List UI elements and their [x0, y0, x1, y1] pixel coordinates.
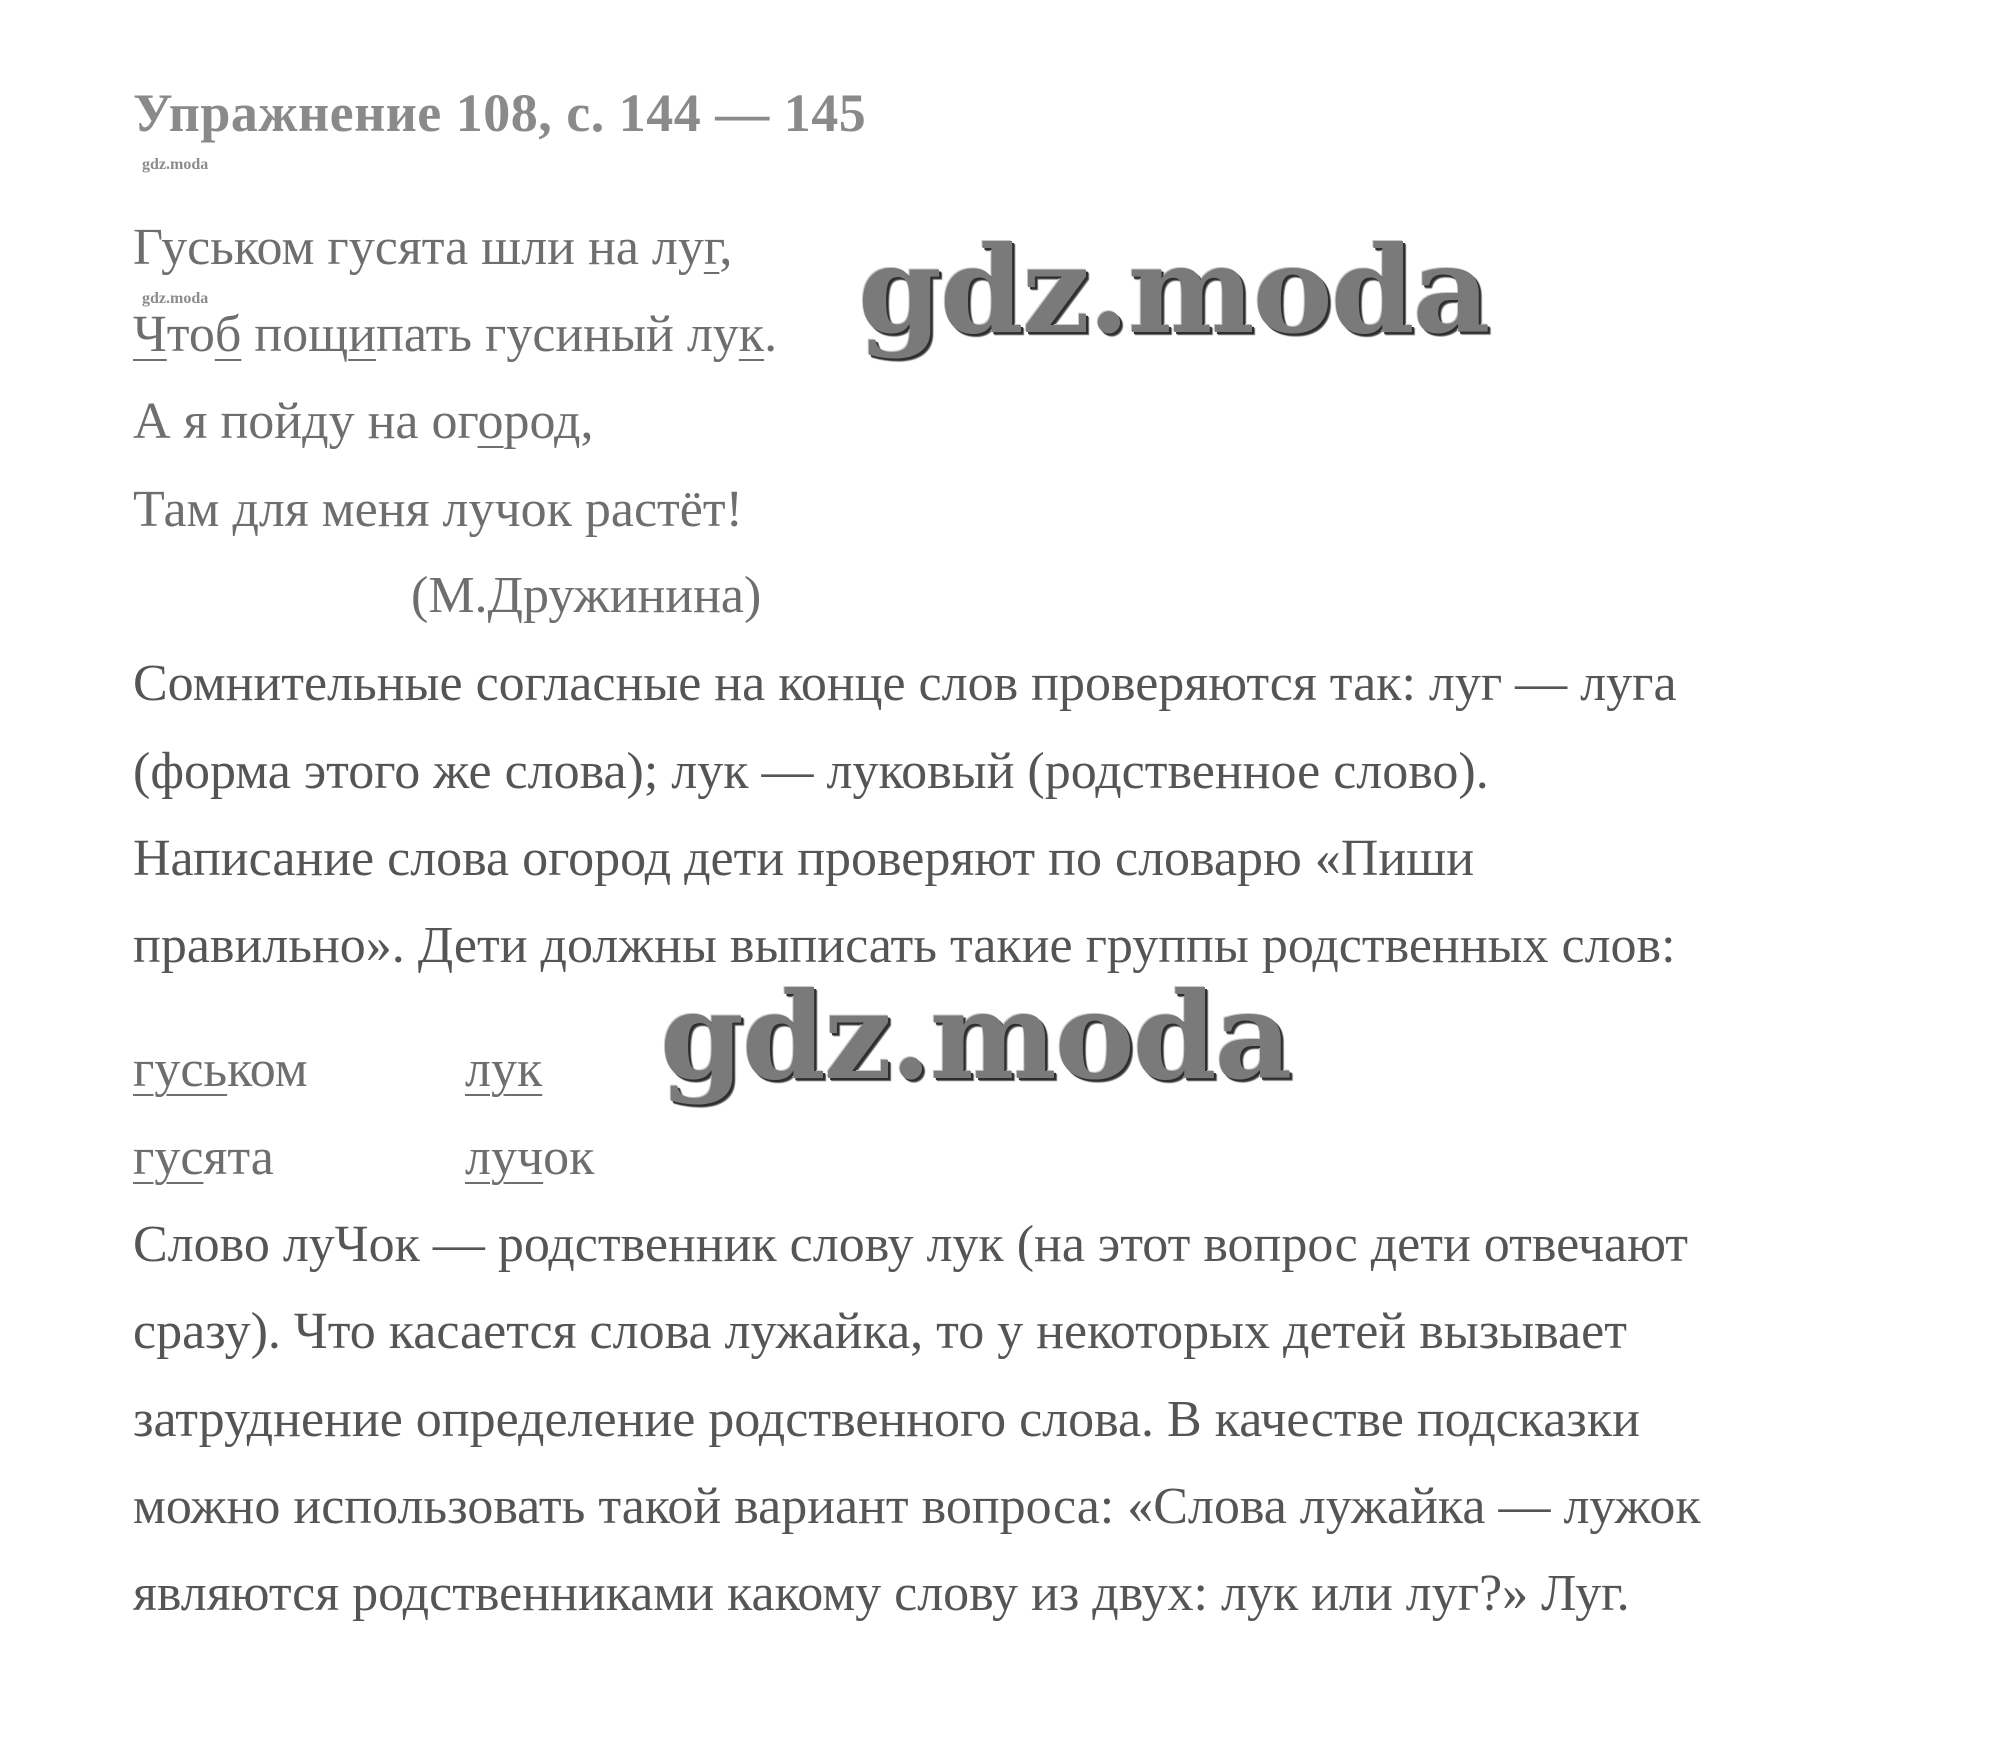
- watermark-middle: gdz.moda: [660, 966, 1291, 1107]
- paragraph-1-line-4: правильно». Дети должны выписать такие группы родственных слов:: [133, 917, 1676, 974]
- exercise-title: Упражнение 108, с. 144 — 145: [133, 83, 867, 143]
- poem-author: (М.Дружинина): [411, 567, 762, 624]
- paragraph-1-line-1: Сомнительные согласные на конце слов проверяются так: луг — луга: [133, 655, 1677, 712]
- word-luk: лук: [465, 1041, 543, 1098]
- watermark-top: gdz.moda: [858, 220, 1489, 361]
- paragraph-2-line-1: Слово луЧок — родственник слову лук (на этот вопрос дети отвечают: [133, 1216, 1688, 1273]
- paragraph-2-line-2: сразу). Что касается слова лужайка, то у некоторых детей вызывает: [133, 1303, 1627, 1360]
- word-gusyata: гусята: [133, 1129, 274, 1186]
- small-watermark-top: gdz.moda: [142, 156, 209, 173]
- paragraph-1-line-2: (форма этого же слова); лук — луковый (родственное слово).: [133, 743, 1489, 800]
- paragraph-2-line-5: являются родственниками какому слову из двух: лук или луг?» Луг.: [133, 1565, 1630, 1622]
- paragraph-1-line-3: Написание слова огород дети проверяют по словарю «Пиши: [133, 830, 1475, 887]
- small-watermark-mid: gdz.moda: [142, 290, 209, 307]
- poem-line-1: Гуськом гусята шли на луг,: [133, 219, 733, 276]
- word-gus-kom: гуськом: [133, 1041, 308, 1098]
- paragraph-2-line-4: можно использовать такой вариант вопроса: «Слова лужайка — лужок: [133, 1478, 1701, 1535]
- poem-line-2: Чтоб пощипать гусиный лук.: [133, 306, 778, 363]
- poem-line-4: Там для меня лучок растёт!: [133, 481, 743, 538]
- poem-line-3: А я пойду на огород,: [133, 393, 594, 450]
- paragraph-2-line-3: затруднение определение родственного слова. В качестве подсказки: [133, 1391, 1640, 1448]
- word-luchok: лучок: [465, 1129, 595, 1186]
